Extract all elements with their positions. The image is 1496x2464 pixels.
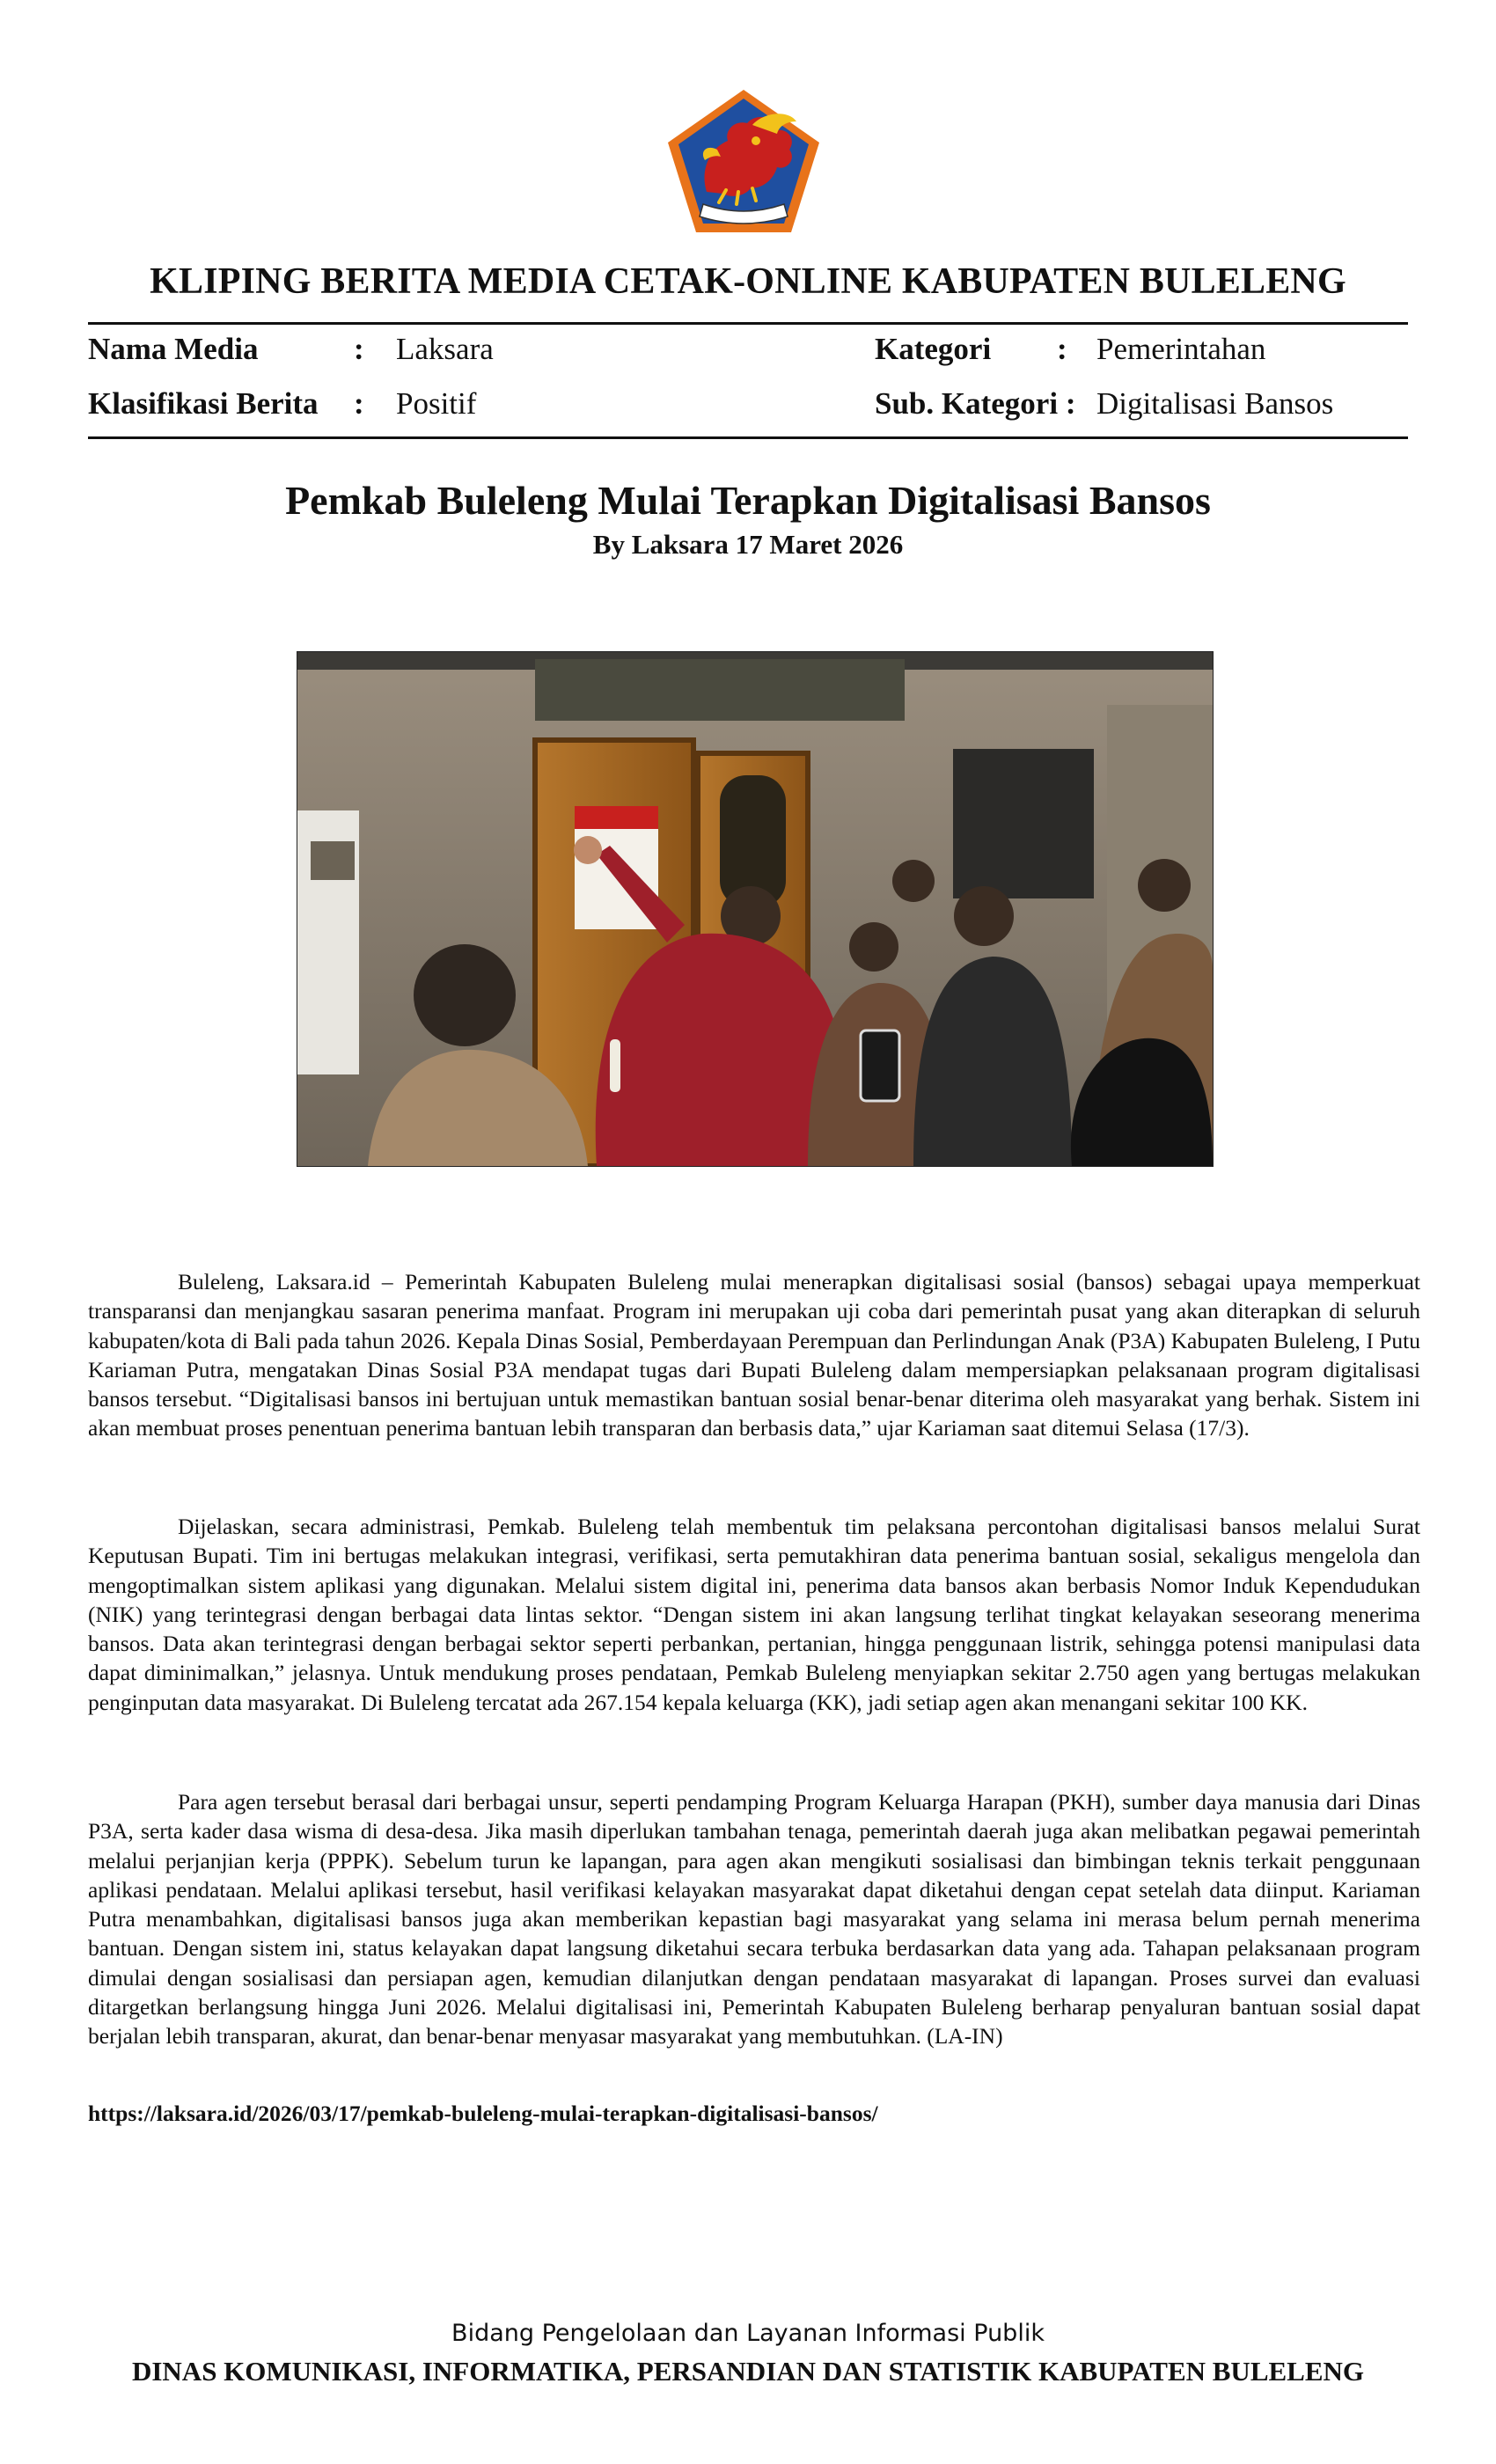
paragraph-text: Dijelaskan, secara administrasi, Pemkab. Buleleng telah membentuk tim pelaksana percontohan digitalisasi bansos melalui Surat Keputusan Bupati. Tim ini bertugas melakukan integrasi, verifikasi, serta pemutakhiran data penerima bantuan sosial, sekaligus mengelola dan mengoptimalkan sistem aplikasi yang digunakan. Melalui sistem digital ini, penerima data bansos akan berbasis Nomor Induk Kependudukan (NIK) yang terintegrasi dengan berbagai data lintas sektor. “Dengan sistem ini akan langsung terlihat tingkat kelayakan seseorang menerima bansos. Data akan terintegrasi dengan berbagai sektor seperti perbankan, pertanian, hingga penggunaan listrik, sehingga potensi manipulasi data dapat diminimalkan,” jelasnya. Untuk mendukung proses pendataan, Pemkab Buleleng menyiapkan sekitar 2.750 agen yang bertugas melakukan penginputan data masyarakat. Di Buleleng tercatat ada 267.154 kepala keluarga (KK), jadi setiap agen akan menangani sekitar 100 KK.	[88, 1514, 1420, 1715]
sub-kategori-value: Digitalisasi Bansos	[1096, 386, 1334, 421]
footer-agency: DINAS KOMUNIKASI, INFORMATIKA, PERSANDIAN DAN STATISTIK KABUPATEN BULELENG	[131, 2356, 1365, 2387]
meta-row-2	[0, 384, 1496, 424]
article-photo	[297, 651, 1214, 1167]
buleleng-emblem-logo	[664, 86, 823, 236]
kategori-label: Kategori	[875, 332, 992, 366]
klasifikasi-label: Klasifikasi Berita	[88, 386, 319, 421]
header-rule-top	[88, 322, 1408, 325]
klasifikasi-value: Positif	[396, 386, 477, 421]
nama-media-value: Laksara	[396, 332, 494, 366]
article-byline: By Laksara 17 Maret 2026	[592, 529, 904, 560]
footer-department: Bidang Pengelolaan dan Layanan Informasi Publik	[451, 2320, 1045, 2347]
article-title: Pemkab Buleleng Mulai Terapkan Digitalisasi Bansos	[285, 478, 1211, 523]
document-title: KLIPING BERITA MEDIA CETAK-ONLINE KABUPATEN BULELENG	[150, 261, 1346, 302]
paragraph-text: Buleleng, Laksara.id – Pemerintah Kabupaten Buleleng mulai menerapkan digitalisasi sosial (bansos) sebagai upaya memperkuat transparansi dan menjangkau sasaran penerima manfaat. Program ini merupakan uji coba dari pemerintah pusat yang akan diterapkan di seluruh kabupaten/kota di Bali pada tahun 2026. Kepala Dinas Sosial, Pemberdayaan Perempuan dan Perlindungan Anak (P3A) Kabupaten Buleleng, I Putu Kariaman Putra, mengatakan Dinas Sosial P3A mendapat tugas dari Bupati Buleleng dalam mempersiapkan pelaksanaan program digitalisasi bansos tersebut. “Digitalisasi bansos ini bertujuan untuk memastikan bantuan sosial benar-benar diterima oleh masyarakat yang berhak. Sistem ini akan membuat proses penentuan penerima bantuan lebih transparan dan berbasis data,” ujar Kariaman saat ditemui Selasa (17/3).	[88, 1269, 1420, 1441]
header-rule-bottom	[88, 436, 1408, 439]
paragraph-text: Para agen tersebut berasal dari berbagai unsur, seperti pendamping Program Keluarga Harapan (PKH), sumber daya manusia dari Dinas P3A, serta kader dasa wisma di desa-desa. Jika masih diperlukan tambahan tenaga, pemerintah daerah juga akan melibatkan pegawai pemerintah melalui perjanjian kerja (PPPK). Sebelum turun ke lapangan, para agen akan mengikuti sosialisasi dan bimbingan teknis terkait penggunaan aplikasi pendataan. Melalui aplikasi tersebut, hasil verifikasi kelayakan masyarakat dapat diketahui dengan cepat setelah data diinput. Kariaman Putra menambahkan, digitalisasi bansos juga akan memberikan kepastian bagi masyarakat yang selama ini merasa belum pernah menerima bantuan. Dengan sistem ini, status kelayakan dapat langsung diketahui secara terbuka berdasarkan data yang ada. Tahapan pelaksanaan program dimulai dengan sosialisasi dan persiapan agen, kemudian dilanjutkan dengan pendataan masyarakat di lapangan. Proses survei dan evaluasi ditargetkan berlangsung hingga Juni 2026. Melalui digitalisasi ini, Pemerintah Kabupaten Buleleng berharap penyaluran bantuan sosial dapat berjalan lebih transparan, akurat, dan benar-benar menyasar masyarakat yang membutuhkan. (LA-IN)	[88, 1789, 1420, 2050]
article-paragraph-2	[88, 1512, 1420, 1717]
sub-kategori-label: Sub. Kategori :	[875, 386, 1076, 421]
nama-media-colon: :	[354, 332, 364, 366]
meta-row-1	[0, 329, 1496, 370]
article-paragraph-1	[88, 1267, 1420, 1443]
source-url[interactable]: https://laksara.id/2026/03/17/pemkab-buleleng-mulai-terapkan-digitalisasi-bansos/	[88, 2101, 878, 2126]
article-paragraph-3	[88, 1787, 1420, 2051]
klasifikasi-colon: :	[354, 386, 364, 421]
kategori-value: Pemerintahan	[1096, 332, 1266, 366]
nama-media-label: Nama Media	[88, 332, 259, 366]
kategori-colon: :	[1057, 332, 1067, 366]
